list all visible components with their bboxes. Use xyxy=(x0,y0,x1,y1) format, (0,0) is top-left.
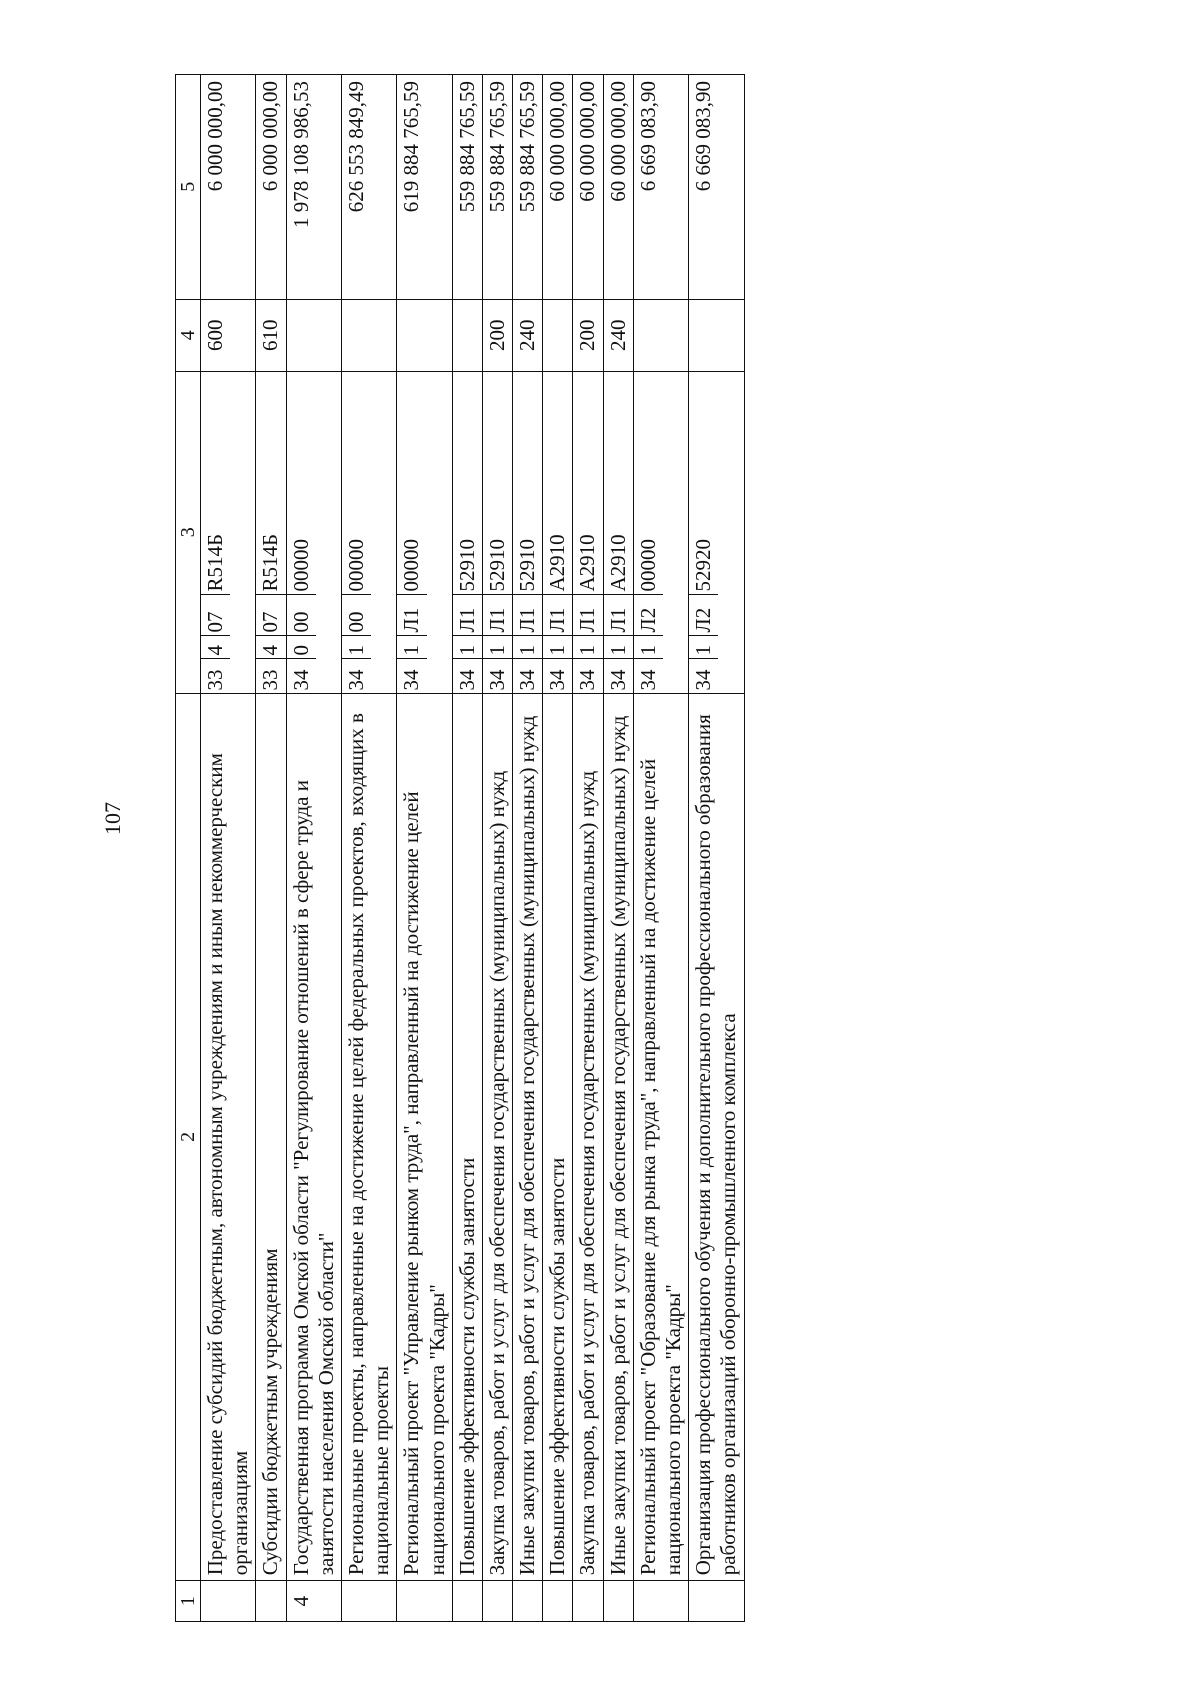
row-name: Иные закупки товаров, работ и услуг для обеспечения государственных (муниципальных) нужд xyxy=(603,693,633,1581)
row-number xyxy=(452,1581,482,1622)
row-name: Организация профессионального обучения и дополнительного профессионального образования работников организаций оборонно-промышленного комплекса xyxy=(689,693,744,1581)
code-parts xyxy=(342,372,371,693)
table-row xyxy=(633,75,688,1622)
table-row xyxy=(397,75,452,1622)
row-code xyxy=(341,371,396,693)
row-type: 600 xyxy=(201,299,256,371)
table-row xyxy=(482,75,512,1622)
code-parts xyxy=(453,372,482,693)
table-row xyxy=(256,75,286,1622)
row-type: 240 xyxy=(513,299,543,371)
code-part-4: 52910 xyxy=(454,539,479,592)
table-row xyxy=(543,75,573,1622)
code-part-3: Л1 xyxy=(513,594,542,635)
row-sum: 559 884 765,59 xyxy=(452,75,482,300)
row-code xyxy=(256,371,286,693)
row-sum: 559 884 765,59 xyxy=(513,75,543,300)
code-part-3: 07 xyxy=(201,594,230,635)
row-type xyxy=(286,299,341,371)
code-part-2: 0 xyxy=(287,635,316,658)
row-name: Повышение эффективности службы занятости xyxy=(452,693,482,1581)
row-type xyxy=(633,299,688,371)
row-code xyxy=(603,371,633,693)
row-name: Закупка товаров, работ и услуг для обеспечения государственных (муниципальных) нужд xyxy=(573,693,603,1581)
table-row xyxy=(603,75,633,1622)
row-number xyxy=(603,1581,633,1622)
page-number: 107 xyxy=(100,802,125,835)
row-sum: 559 884 765,59 xyxy=(482,75,512,300)
budget-table xyxy=(175,74,745,1622)
row-name: Региональные проекты, направленные на достижение целей федеральных проектов, входящих в национальные проекты xyxy=(341,693,396,1581)
code-part-2: 1 xyxy=(634,635,663,658)
code-part-4: R514Б xyxy=(258,533,283,592)
row-sum: 6 669 083,90 xyxy=(689,75,744,300)
code-part-2: 4 xyxy=(201,635,230,658)
code-part-3: 07 xyxy=(256,594,285,635)
code-parts xyxy=(513,372,542,693)
code-part-3: 00 xyxy=(287,594,316,635)
row-number xyxy=(633,1581,688,1622)
code-part-1: 34 xyxy=(634,658,663,693)
code-part-3: Л2 xyxy=(689,594,718,635)
code-part-4: 52920 xyxy=(691,539,716,592)
table-row xyxy=(286,75,341,1622)
code-part-2: 1 xyxy=(397,635,426,658)
row-name: Региональный проект "Образование для рынка труда", направленный на достижение целей национального проекта "Кадры" xyxy=(633,693,688,1581)
row-code xyxy=(689,371,744,693)
row-sum: 1 978 108 986,53 xyxy=(286,75,341,300)
table-row xyxy=(573,75,603,1622)
code-part-3: 00 xyxy=(342,594,371,635)
code-part-1: 34 xyxy=(543,658,572,693)
code-part-2: 1 xyxy=(543,635,572,658)
header-col-4: 4 xyxy=(176,299,201,371)
row-sum: 6 000 000,00 xyxy=(201,75,256,300)
row-number xyxy=(341,1581,396,1622)
code-part-4: А2910 xyxy=(605,534,630,592)
row-type: 200 xyxy=(573,299,603,371)
row-type xyxy=(452,299,482,371)
code-part-1: 34 xyxy=(604,658,633,693)
table-row xyxy=(201,75,256,1622)
code-part-2: 1 xyxy=(689,635,718,658)
table-row xyxy=(341,75,396,1622)
row-code xyxy=(452,371,482,693)
row-code xyxy=(482,371,512,693)
row-code xyxy=(201,371,256,693)
row-name: Государственная программа Омской области "Регулирование отношений в сфере труда и занятости населения Омской области" xyxy=(286,693,341,1581)
code-part-1: 34 xyxy=(513,658,542,693)
row-sum: 619 884 765,59 xyxy=(397,75,452,300)
code-part-3: Л1 xyxy=(483,594,512,635)
code-part-2: 1 xyxy=(513,635,542,658)
code-part-1: 34 xyxy=(453,658,482,693)
code-part-3: Л2 xyxy=(634,594,663,635)
header-col-1: 1 xyxy=(176,1581,201,1622)
row-type: 610 xyxy=(256,299,286,371)
code-part-4: 00000 xyxy=(288,539,313,592)
code-part-2: 1 xyxy=(573,635,602,658)
code-parts xyxy=(287,372,316,693)
code-part-2: 1 xyxy=(453,635,482,658)
code-part-1: 34 xyxy=(483,658,512,693)
row-number xyxy=(201,1581,256,1622)
table-row xyxy=(689,75,744,1622)
table-row xyxy=(452,75,482,1622)
code-part-4: 00000 xyxy=(399,539,424,592)
code-parts xyxy=(397,372,426,693)
code-part-4: R514Б xyxy=(203,533,227,592)
code-parts xyxy=(634,372,663,693)
code-part-2: 4 xyxy=(256,635,285,658)
row-code xyxy=(633,371,688,693)
header-col-2: 2 xyxy=(176,693,201,1581)
code-part-3: Л1 xyxy=(604,594,633,635)
row-name: Предоставление субсидий бюджетным, автономным учреждениям и иным некоммерческим организациям xyxy=(201,693,256,1581)
row-number xyxy=(689,1581,744,1622)
row-number xyxy=(513,1581,543,1622)
row-name: Закупка товаров, работ и услуг для обеспечения государственных (муниципальных) нужд xyxy=(482,693,512,1581)
code-part-3: Л1 xyxy=(543,594,572,635)
code-parts xyxy=(256,372,285,693)
row-name: Региональный проект "Управление рынком труда", направленный на достижение целей национального проекта "Кадры" xyxy=(397,693,452,1581)
row-code xyxy=(286,371,341,693)
row-sum: 60 000 000,00 xyxy=(543,75,573,300)
row-code xyxy=(513,371,543,693)
row-type xyxy=(341,299,396,371)
row-number xyxy=(397,1581,452,1622)
rotated-table-container xyxy=(175,74,1085,1622)
code-part-3: Л1 xyxy=(397,594,426,635)
code-part-4: 00000 xyxy=(635,539,660,592)
code-part-1: 34 xyxy=(397,658,426,693)
code-part-4: А2910 xyxy=(545,534,570,592)
row-type xyxy=(543,299,573,371)
row-type xyxy=(397,299,452,371)
code-part-1: 33 xyxy=(256,658,285,693)
row-sum: 626 553 849,49 xyxy=(341,75,396,300)
row-number xyxy=(256,1581,286,1622)
row-sum: 6 669 083,90 xyxy=(633,75,688,300)
code-part-2: 1 xyxy=(342,635,371,658)
table-row xyxy=(513,75,543,1622)
header-row xyxy=(176,75,201,1622)
row-type: 240 xyxy=(603,299,633,371)
row-name: Иные закупки товаров, работ и услуг для обеспечения государственных (муниципальных) нужд xyxy=(513,693,543,1581)
row-sum: 6 000 000,00 xyxy=(256,75,286,300)
code-part-4: 52910 xyxy=(484,539,509,592)
code-parts xyxy=(543,372,572,693)
code-part-4: А2910 xyxy=(575,534,600,592)
code-part-4: 52910 xyxy=(515,539,540,592)
code-part-3: Л1 xyxy=(453,594,482,635)
code-parts xyxy=(201,372,230,693)
row-code xyxy=(573,371,603,693)
code-parts xyxy=(483,372,512,693)
row-sum: 60 000 000,00 xyxy=(603,75,633,300)
code-parts xyxy=(573,372,602,693)
code-part-1: 34 xyxy=(689,658,718,693)
code-parts xyxy=(604,372,633,693)
row-code xyxy=(543,371,573,693)
code-part-1: 34 xyxy=(342,658,371,693)
code-part-2: 1 xyxy=(483,635,512,658)
row-number xyxy=(543,1581,573,1622)
code-part-4: 00000 xyxy=(343,539,368,592)
row-number: 4 xyxy=(286,1581,341,1622)
row-type: 200 xyxy=(482,299,512,371)
row-name: Повышение эффективности службы занятости xyxy=(543,693,573,1581)
row-code xyxy=(397,371,452,693)
row-sum: 60 000 000,00 xyxy=(573,75,603,300)
code-part-1: 34 xyxy=(287,658,316,693)
code-part-3: Л1 xyxy=(573,594,602,635)
header-col-3: 3 xyxy=(176,371,201,693)
header-col-5: 5 xyxy=(176,75,201,300)
row-number xyxy=(482,1581,512,1622)
code-part-1: 33 xyxy=(201,658,230,693)
row-type xyxy=(689,299,744,371)
code-part-2: 1 xyxy=(604,635,633,658)
code-parts xyxy=(689,372,718,693)
code-part-1: 34 xyxy=(573,658,602,693)
row-name: Субсидии бюджетным учреждениям xyxy=(256,693,286,1581)
row-number xyxy=(573,1581,603,1622)
